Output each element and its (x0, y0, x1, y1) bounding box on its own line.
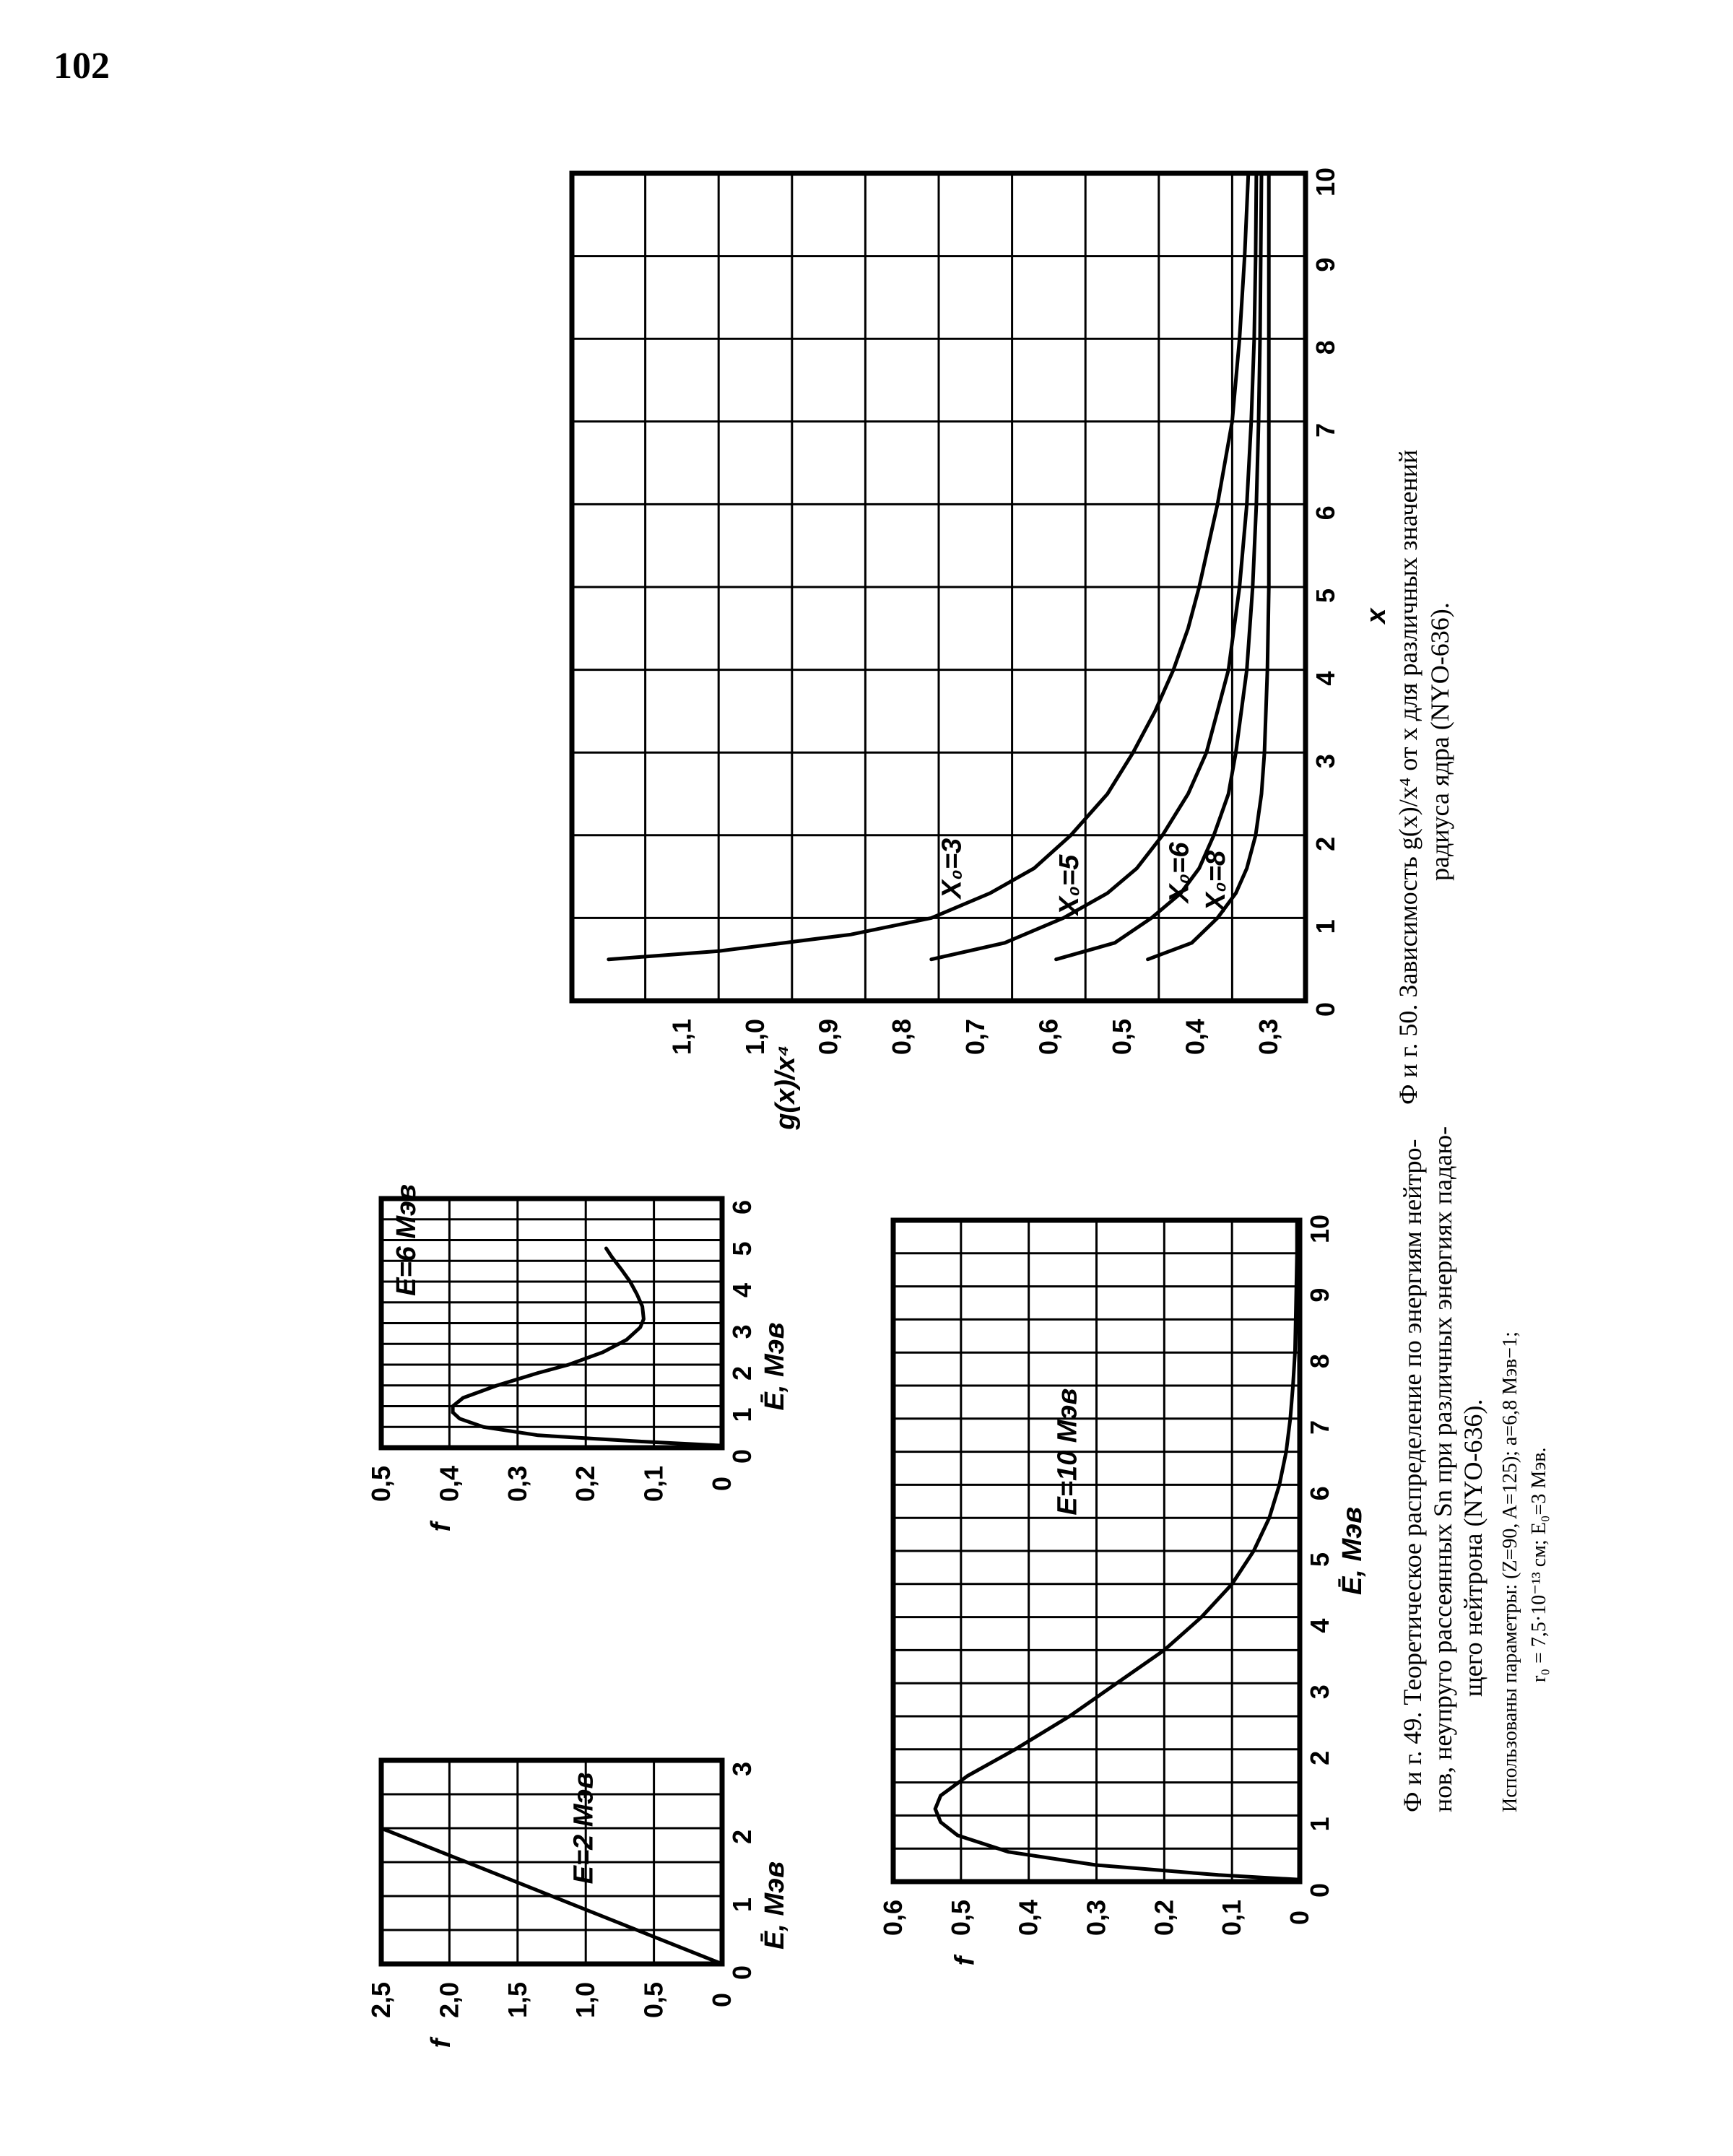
x-tick-label: 3 (1311, 754, 1340, 769)
y-tick-label: 0,8 (887, 1018, 917, 1056)
x-tick-label: 5 (727, 1241, 757, 1256)
x-tick-label: 0 (727, 1448, 757, 1464)
page-number: 102 (53, 45, 110, 87)
y-tick-label: 1,0 (570, 1981, 601, 2019)
x-tick-label: 1 (727, 1897, 757, 1913)
y-axis-label: f (950, 1956, 981, 1966)
y-tick-label: 0,6 (1033, 1018, 1064, 1056)
y-tick-label: 0 (707, 1992, 737, 2008)
chart-fig49b (366, 1184, 790, 1531)
x-tick-label: 1 (1305, 1817, 1334, 1832)
y-tick-label: 0,5 (638, 1981, 669, 2019)
x-tick-label: 3 (727, 1324, 757, 1339)
x-tick-label: 4 (1305, 1618, 1334, 1633)
x-tick-label: 1 (1311, 919, 1340, 934)
y-axis-label: g(x)/x⁴ (770, 1045, 801, 1130)
x-tick-label: 0 (1305, 1882, 1334, 1898)
curve-annotation: E=6 Мэв (391, 1184, 422, 1296)
x-tick-label: 6 (1311, 505, 1340, 521)
x-tick-label: 0 (1311, 1001, 1340, 1017)
x-axis-label: Ē, Мэв (1337, 1506, 1368, 1596)
x-tick-label: 7 (1311, 422, 1340, 438)
series-label: X₀=5 (1054, 854, 1085, 916)
y-tick-label: 0,1 (638, 1465, 669, 1503)
y-tick-label: 1,1 (666, 1018, 697, 1056)
series-curve-1 (609, 173, 1248, 960)
fig49-params-line1: Использованы параметры: (Z=90, A=125); a=6,8 Мэв−1; (1499, 1331, 1521, 1812)
x-axis-label: x (1361, 608, 1391, 624)
x-tick-label: 2 (1305, 1750, 1334, 1765)
y-tick-label: 0 (707, 1476, 737, 1492)
fig49-caption-line2: нов, неупруго рассеянных Sn при различных энергиях падаю- (1428, 1126, 1457, 1812)
series-label: X₀=6 (1164, 842, 1195, 903)
y-tick-label: 2,5 (366, 1981, 396, 2019)
y-tick-label: 0,6 (878, 1899, 908, 1937)
y-tick-label: 0,5 (1107, 1018, 1137, 1056)
x-tick-label: 9 (1305, 1287, 1334, 1303)
y-tick-label: 2,0 (434, 1981, 464, 2019)
x-tick-label: 6 (1305, 1486, 1334, 1501)
x-tick-label: 2 (1311, 836, 1340, 851)
y-axis-label: f (425, 1522, 456, 1532)
series-curve-4 (1148, 173, 1269, 960)
x-tick-label: 5 (1305, 1552, 1334, 1568)
x-tick-label: 0 (727, 1965, 757, 1981)
series-label: X₀=8 (1201, 850, 1232, 911)
fig49-params-line2: r₀ = 7,5·10⁻¹³ см; E₀=3 Мэв. (1528, 1447, 1550, 1682)
fig50-caption-line1: Ф и г. 50. Зависимость g(x)/x⁴ от x для различных значений (1394, 449, 1423, 1105)
chart-fig49c (878, 1214, 1368, 1965)
y-tick-label: 0,9 (813, 1018, 843, 1056)
x-tick-label: 3 (727, 1761, 757, 1777)
y-axis-label: f (425, 2038, 456, 2048)
fig50-caption-line2: радиуса ядра (NYO-636). (1425, 602, 1454, 881)
x-tick-label: 10 (1311, 167, 1340, 197)
series-curve-2 (931, 173, 1256, 960)
y-tick-label: 0 (1285, 1910, 1314, 1926)
y-tick-label: 0,4 (1013, 1899, 1043, 1937)
y-tick-label: 0,2 (1149, 1899, 1179, 1937)
y-tick-label: 0,3 (1081, 1899, 1111, 1937)
y-tick-label: 0,5 (366, 1465, 396, 1503)
y-tick-label: 0,5 (945, 1899, 976, 1937)
y-tick-label: 0,7 (960, 1018, 990, 1056)
curve-annotation: E=10 Мэв (1052, 1388, 1083, 1516)
x-tick-label: 4 (727, 1282, 757, 1298)
y-tick-label: 0,4 (1180, 1018, 1210, 1056)
fig49-caption-line3: щего нейтрона (NYO-636). (1459, 1399, 1487, 1697)
y-tick-label: 1,5 (502, 1981, 532, 2019)
x-axis-label: Ē, Мэв (760, 1861, 790, 1950)
y-tick-label: 0,4 (434, 1465, 464, 1503)
x-tick-label: 5 (1311, 588, 1340, 604)
x-tick-label: 8 (1311, 340, 1340, 355)
y-tick-label: 0,3 (502, 1465, 532, 1503)
curve-annotation: E=2 Мэв (568, 1772, 599, 1885)
x-tick-label: 2 (727, 1365, 757, 1381)
x-tick-label: 1 (727, 1407, 757, 1422)
y-tick-label: 1,0 (740, 1018, 770, 1056)
x-tick-label: 9 (1311, 257, 1340, 272)
x-tick-label: 7 (1305, 1420, 1334, 1435)
y-tick-label: 0,1 (1217, 1899, 1247, 1937)
chart-fig49a (366, 1760, 790, 2048)
x-tick-label: 10 (1305, 1214, 1334, 1244)
x-tick-label: 2 (727, 1829, 757, 1845)
series-label: X₀=3 (937, 838, 968, 899)
chart-fig50 (572, 168, 1391, 1131)
x-tick-label: 4 (1311, 671, 1340, 686)
y-tick-label: 0,3 (1254, 1018, 1284, 1056)
fig49-caption-line1: Ф и г. 49. Теоретическое распределение по энергиям нейтро- (1398, 1139, 1427, 1812)
x-tick-label: 8 (1305, 1354, 1334, 1369)
x-axis-label: Ē, Мэв (760, 1322, 790, 1411)
x-tick-label: 6 (727, 1199, 757, 1215)
x-tick-label: 3 (1305, 1685, 1334, 1700)
series-curve-1 (453, 1248, 722, 1446)
y-tick-label: 0,2 (570, 1465, 601, 1503)
